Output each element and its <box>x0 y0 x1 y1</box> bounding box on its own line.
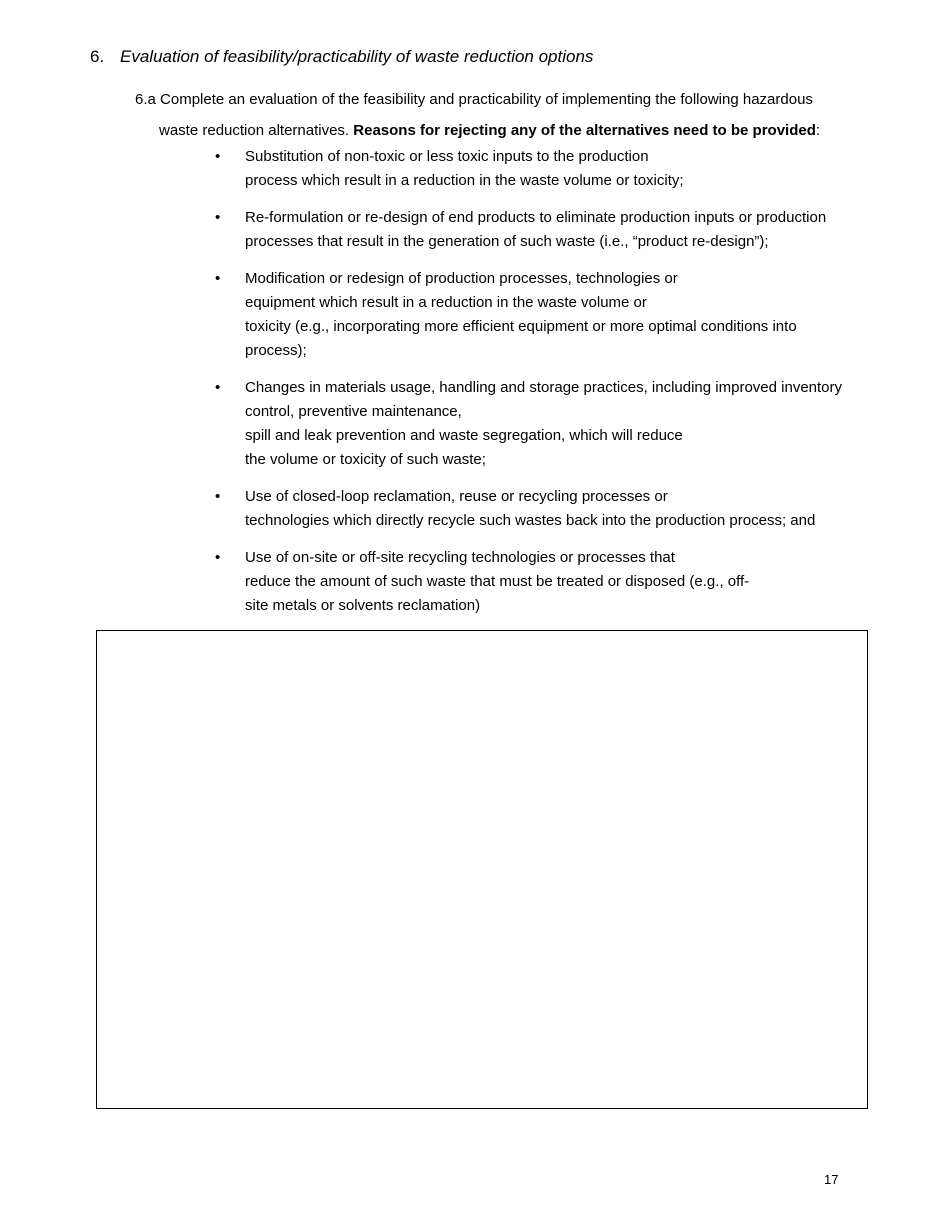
list-item-line: technologies which directly recycle such wastes back into the production process; and <box>245 512 816 529</box>
list-item-line: Use of closed-loop reclamation, reuse or recycling processes or <box>245 488 668 505</box>
alternatives-list <box>215 145 875 631</box>
list-item <box>215 267 875 363</box>
subsection-line2-prefix: waste reduction alternatives. <box>159 122 350 139</box>
section-title: Evaluation of feasibility/practicability of waste reduction options <box>120 47 594 66</box>
list-item <box>215 206 875 254</box>
list-item-line: Re-formulation or re-design of end products to eliminate production inputs or production <box>245 209 827 226</box>
list-item <box>215 546 875 618</box>
list-item-line: equipment which result in a reduction in the waste volume or <box>245 294 647 311</box>
list-item-line: Changes in materials usage, handling and storage practices, including improved inventory <box>245 379 843 396</box>
subsection-6a <box>135 84 875 146</box>
list-item-line: spill and leak prevention and waste segregation, which will reduce <box>245 427 683 444</box>
subsection-line1: Complete an evaluation of the feasibility and practicability of implementing the following hazardous <box>160 91 813 108</box>
subsection-line2-bold: Reasons for rejecting any of the alternatives need to be provided <box>353 122 816 139</box>
list-item-line: site metals or solvents reclamation) <box>245 597 481 614</box>
section-number: 6. <box>90 47 105 66</box>
list-item-line: the volume or toxicity of such waste; <box>245 451 486 468</box>
section-heading <box>90 46 593 68</box>
bullet-marker: • <box>215 488 221 505</box>
list-item-line: Substitution of non-toxic or less toxic inputs to the production <box>245 148 649 165</box>
bullet-marker: • <box>215 379 221 396</box>
list-item-line: processes that result in the generation of such waste (i.e., “product re-design”); <box>245 233 769 250</box>
list-item-line: control, preventive maintenance, <box>245 403 462 420</box>
response-text-box[interactable] <box>96 630 868 1109</box>
list-item-line: toxicity (e.g., incorporating more efficient equipment or more optimal conditions into <box>245 318 797 335</box>
list-item-line: process which result in a reduction in the waste volume or toxicity; <box>245 172 684 189</box>
list-item-line: Modification or redesign of production processes, technologies or <box>245 270 678 287</box>
list-item-line: process); <box>245 342 307 359</box>
list-item <box>215 145 875 193</box>
bullet-marker: • <box>215 148 221 165</box>
bullet-marker: • <box>215 270 221 287</box>
list-item-line: Use of on-site or off-site recycling technologies or processes that <box>245 549 675 566</box>
list-item-line: reduce the amount of such waste that must be treated or disposed (e.g., off- <box>245 573 750 590</box>
subsection-label: 6.a <box>135 91 156 108</box>
subsection-line2-suffix: : <box>815 122 821 139</box>
list-item <box>215 376 875 472</box>
list-item <box>215 485 875 533</box>
subsection-line2 <box>135 115 875 146</box>
page-number: 17 <box>824 1172 839 1187</box>
bullet-marker: • <box>215 549 221 566</box>
bullet-marker: • <box>215 209 221 226</box>
